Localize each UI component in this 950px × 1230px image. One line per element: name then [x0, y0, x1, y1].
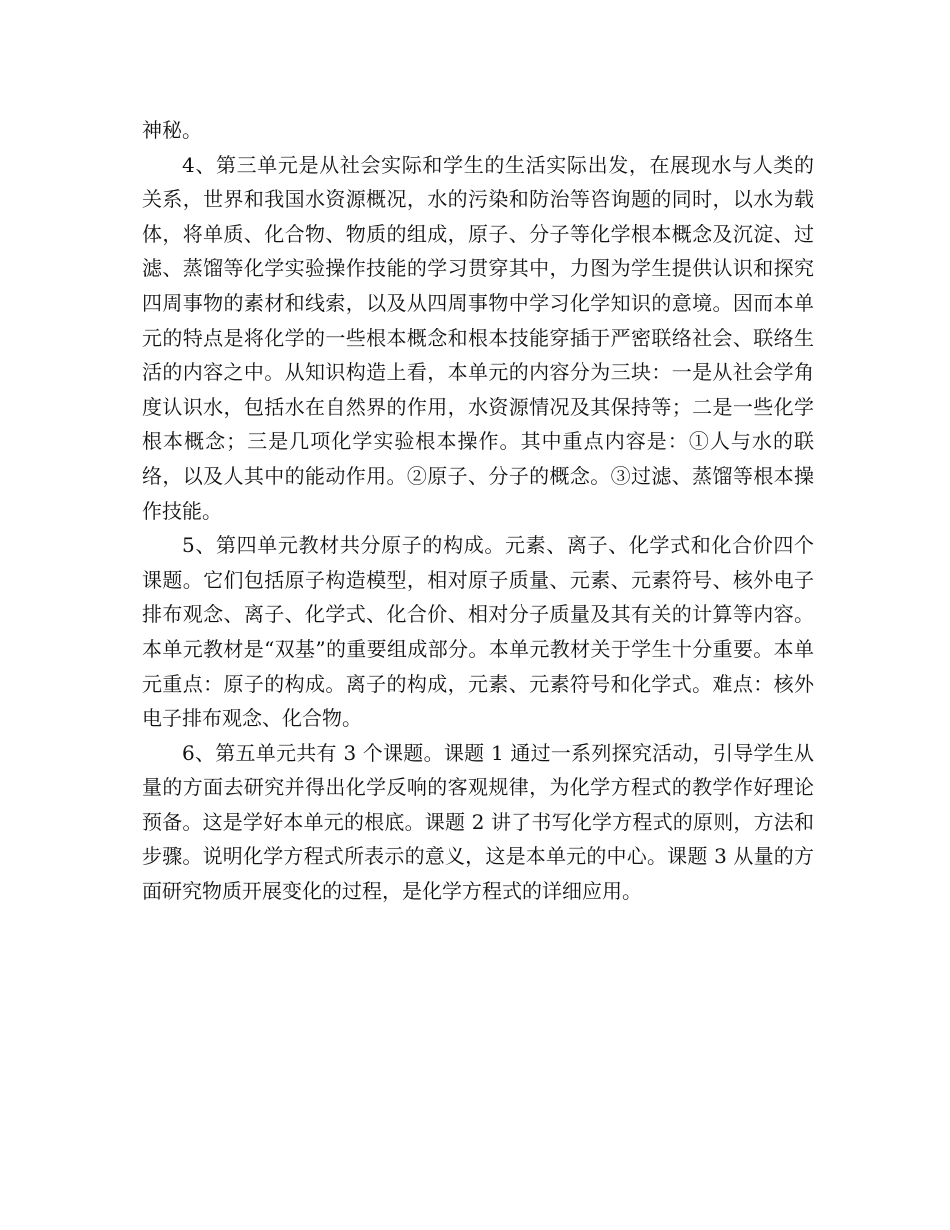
paragraph-unit-five: 6、第五单元共有 3 个课题。课题 1 通过一系列探究活动，引导学生从量的方面去研究并得出化学反响的客观规律，为化学方程式的教学作好理论预备。这是学好本单元的根底。课题 2 讲了书写化学方程式的原则，方法和步骤。说明化学方程式所表示的意义，这是本单元的中心。课题 3 从量的方面研究物质开展变化的过程，是化学方程式的详细应用。 [142, 740, 814, 904]
paragraph-continuation: 神秘。 [142, 118, 202, 142]
paragraph-unit-three: 4、第三单元是从社会实际和学生的生活实际出发，在展现水与人类的关系，世界和我国水资源概况，水的污染和防治等咨询题的同时，以水为载体，将单质、化合物、物质的组成，原子、分子等化学根本概念及沉淀、过滤、蒸馏等化学实验操作技能的学习贯穿其中，力图为学生提供认识和探究四周事物的素材和线索，以及从四周事物中学习化学知识的意境。因而本单元的特点是将化学的一些根本概念和根本技能穿插于严密联络社会、联络生活的内容之中。从知识构造上看，本单元的内容分为三块：一是从社会学角度认识水，包括水在自然界的作用，水资源情况及其保持等；二是一些化学根本概念；三是几项化学实验根本操作。其中重点内容是：①人与水的联络，以及人其中的能动作用。②原子、分子的概念。③过滤、蒸馏等根本操作技能。 [142, 152, 814, 523]
paragraph-unit-four: 5、第四单元教材共分原子的构成。元素、离子、化学式和化合价四个课题。它们包括原子构造模型，相对原子质量、元素、元素符号、核外电子排布观念、离子、化学式、化合价、相对分子质量及其有关的计算等内容。本单元教材是“双基”的重要组成部分。本单元教材关于学生十分重要。本单元重点：原子的构成。离子的构成，元素、元素符号和化学式。难点：核外电子排布观念、化合物。 [142, 533, 814, 731]
document-body [142, 113, 814, 909]
